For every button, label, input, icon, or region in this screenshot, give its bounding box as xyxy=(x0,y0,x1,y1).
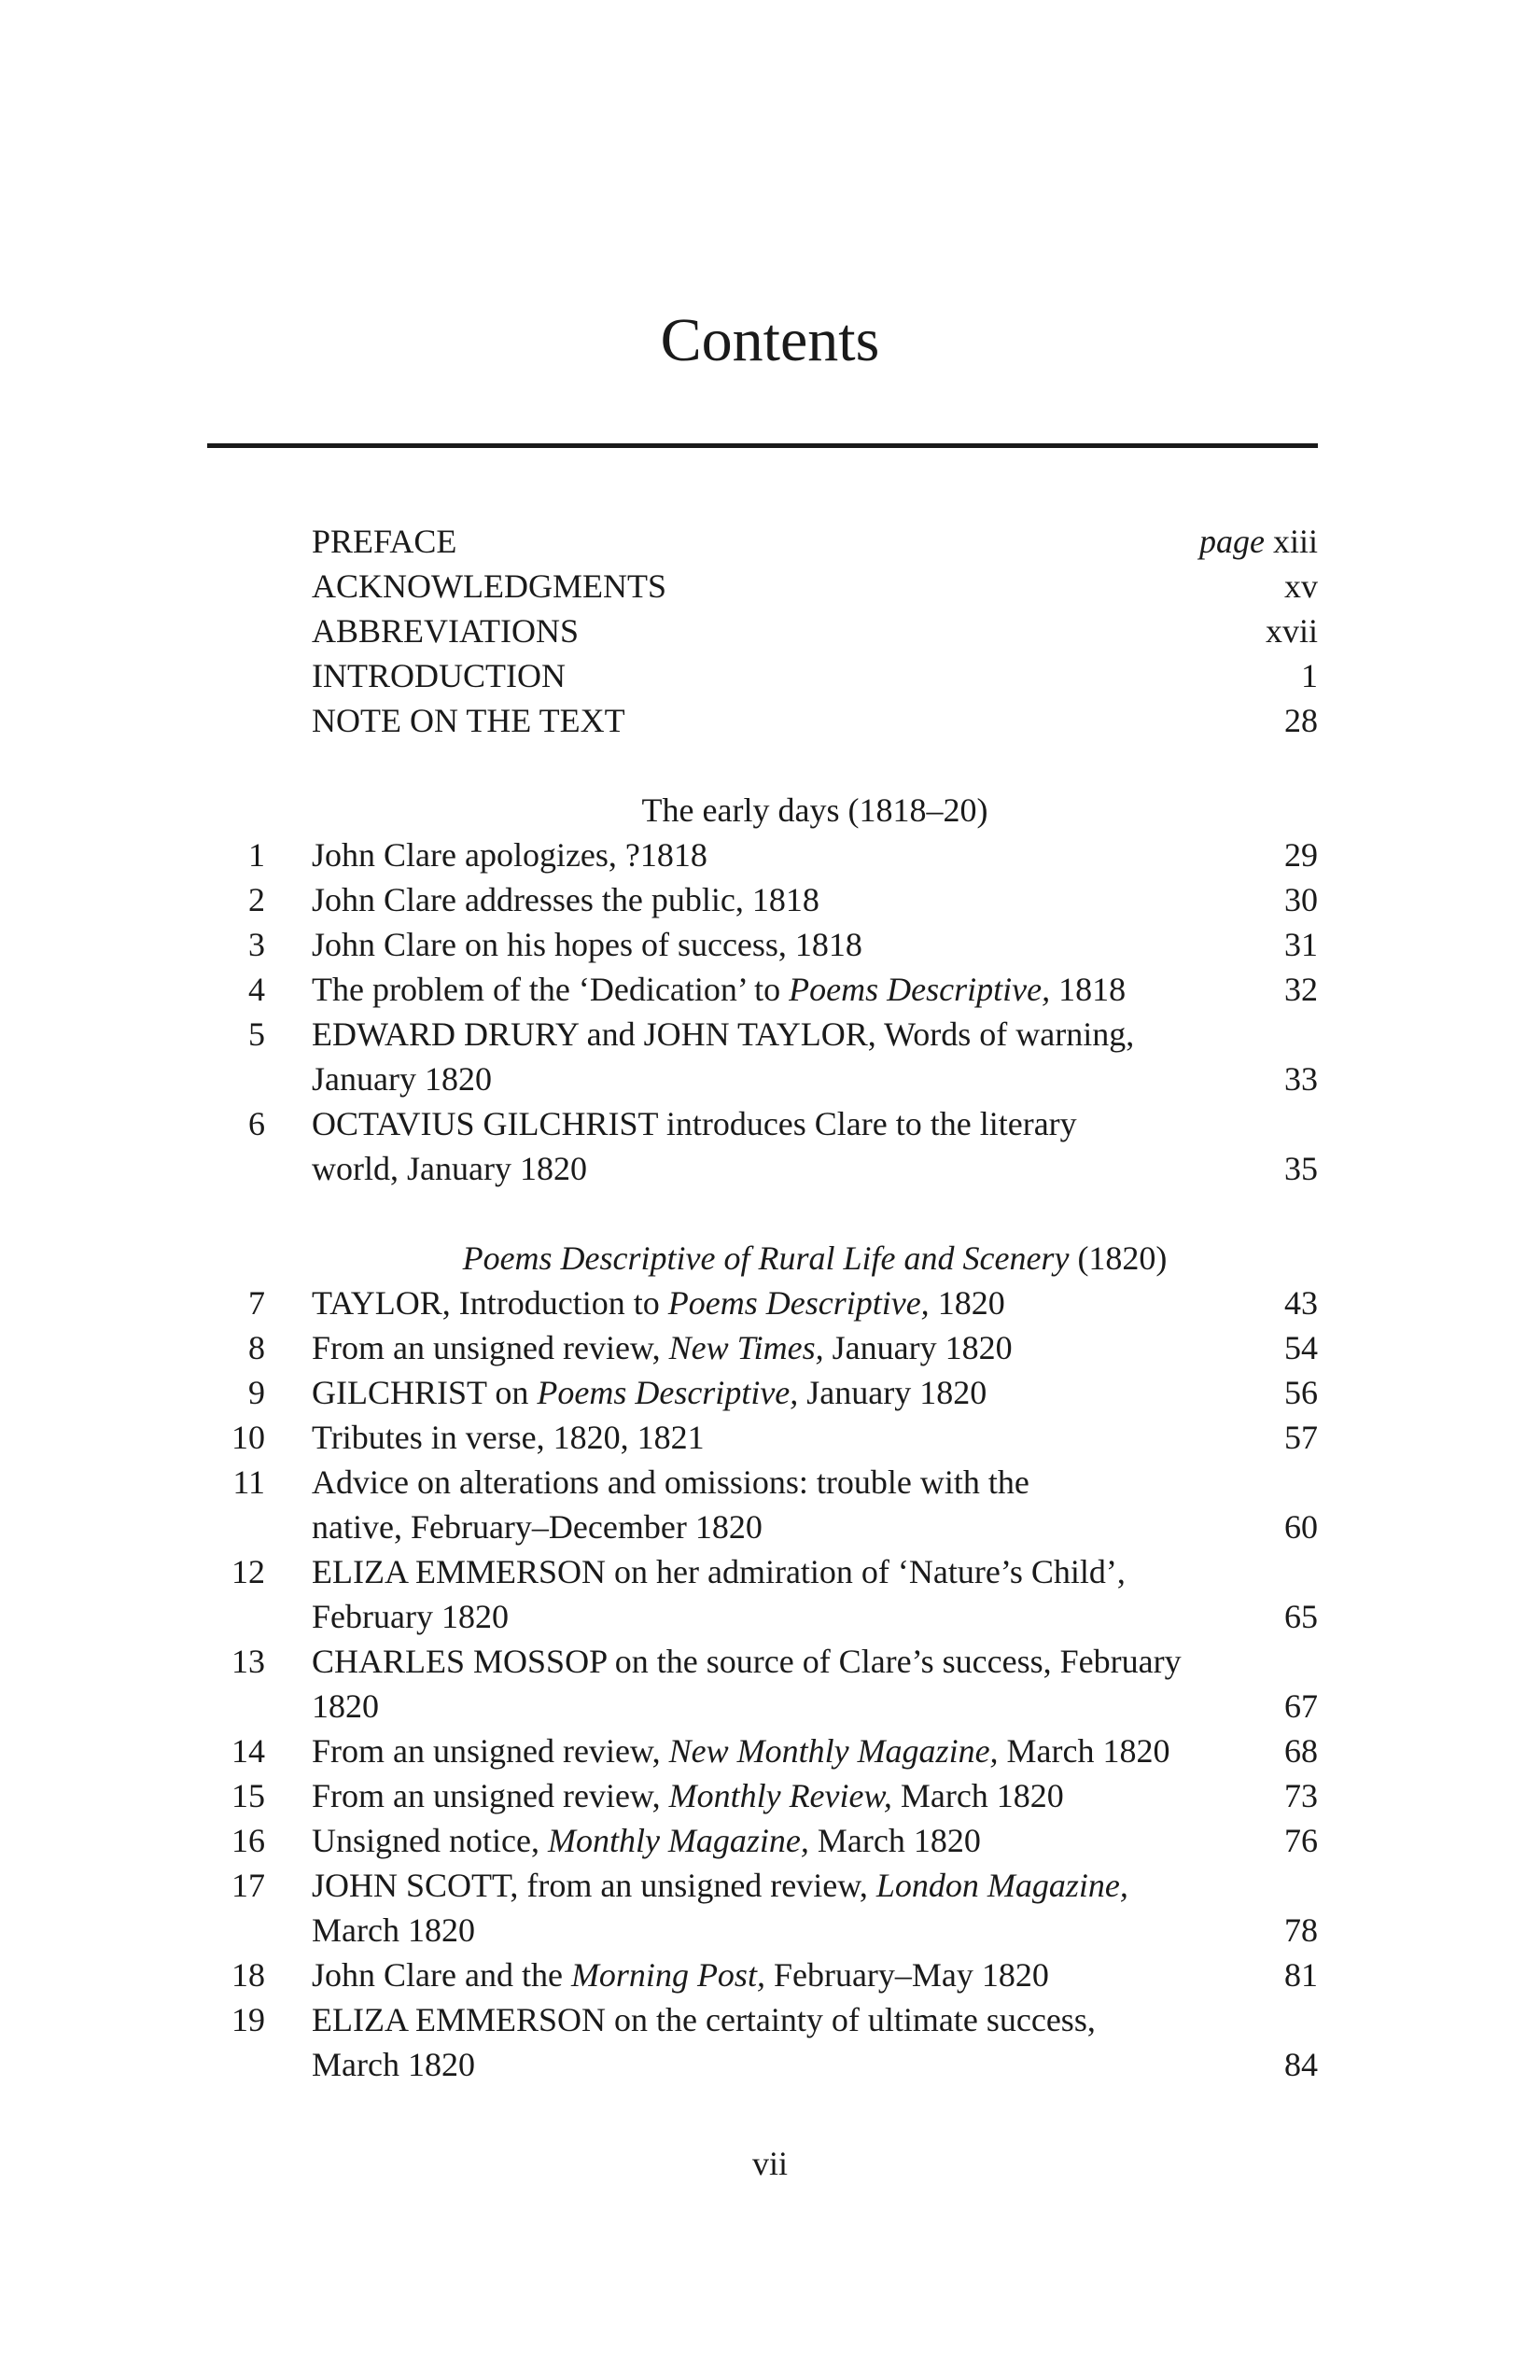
table-of-contents xyxy=(207,519,1318,2087)
toc-entry-number: 3 xyxy=(248,926,265,963)
toc-entry-page: 60 xyxy=(1284,1508,1318,1546)
toc-entry-title-line1: CHARLES MOSSOP on the source of Clare’s success, February xyxy=(312,1643,1182,1680)
toc-entry[interactable] xyxy=(207,1281,1318,1325)
toc-entry-title: ACKNOWLEDGMENTS xyxy=(312,567,666,605)
toc-entry-note-on-the-text[interactable] xyxy=(207,698,1318,743)
toc-entry-number: 8 xyxy=(248,1329,265,1366)
toc-entry-page: 29 xyxy=(1284,836,1318,874)
toc-entry-title-line2: March 1820 xyxy=(312,1911,475,1949)
toc-entry-page: 33 xyxy=(1284,1060,1318,1098)
toc-entry-page: 73 xyxy=(1284,1777,1318,1814)
toc-entry-title: TAYLOR, Introduction to Poems Descriptive, 1820 xyxy=(312,1284,1005,1322)
title-rule xyxy=(207,443,1318,448)
toc-entry-number: 5 xyxy=(248,1015,265,1053)
toc-entry[interactable] xyxy=(207,967,1318,1012)
toc-entry[interactable] xyxy=(207,1101,1318,1146)
toc-entry-continuation[interactable] xyxy=(207,1146,1318,1191)
toc-entry-number: 14 xyxy=(231,1732,265,1770)
toc-entry-page: xv xyxy=(1284,567,1318,605)
toc-entry-page: 56 xyxy=(1284,1374,1318,1411)
toc-entry[interactable] xyxy=(207,1863,1318,1908)
page-prefix: page xyxy=(1199,523,1265,560)
toc-entry-title-line2: March 1820 xyxy=(312,2046,475,2083)
toc-entry-continuation[interactable] xyxy=(207,2042,1318,2087)
page-title: Contents xyxy=(660,306,880,374)
toc-entry-continuation[interactable] xyxy=(207,1057,1318,1101)
toc-entry-continuation[interactable] xyxy=(207,1594,1318,1639)
toc-entry-number: 4 xyxy=(248,971,265,1008)
toc-entry-title: Tributes in verse, 1820, 1821 xyxy=(312,1419,705,1456)
page-number: vii xyxy=(751,2145,788,2182)
toc-entry-page: page xiii xyxy=(1199,523,1318,560)
toc-entry-title: John Clare addresses the public, 1818 xyxy=(312,881,819,918)
toc-entry-title-line1: ELIZA EMMERSON on her admiration of ‘Nature’s Child’, xyxy=(312,1553,1126,1590)
toc-entry-page: 30 xyxy=(1284,881,1318,918)
toc-entry-title: John Clare on his hopes of success, 1818 xyxy=(312,926,862,963)
toc-entry-title: NOTE ON THE TEXT xyxy=(312,702,625,739)
toc-entry-page: 1 xyxy=(1301,657,1318,694)
toc-entry-page: xvii xyxy=(1265,612,1318,650)
toc-entry[interactable] xyxy=(207,1818,1318,1863)
toc-entry-page: 35 xyxy=(1284,1150,1318,1187)
toc-entry-title-line1: OCTAVIUS GILCHRIST introduces Clare to the literary xyxy=(312,1105,1077,1142)
spacer xyxy=(207,1191,1318,1236)
toc-entry-page: 67 xyxy=(1284,1687,1318,1725)
toc-entry-number: 19 xyxy=(231,2001,265,2038)
toc-entry[interactable] xyxy=(207,1549,1318,1594)
spacer xyxy=(207,743,1318,788)
toc-entry-page: 78 xyxy=(1284,1911,1318,1949)
toc-entry-title: From an unsigned review, New Times, January 1820 xyxy=(312,1329,1013,1366)
toc-entry-title: INTRODUCTION xyxy=(312,657,566,694)
toc-entry[interactable] xyxy=(207,877,1318,922)
toc-entry-number: 18 xyxy=(231,1956,265,1994)
toc-entry-page: 68 xyxy=(1284,1732,1318,1770)
toc-entry[interactable] xyxy=(207,1325,1318,1370)
toc-entry-title-line2: world, January 1820 xyxy=(312,1150,587,1187)
toc-entry[interactable] xyxy=(207,833,1318,877)
toc-entry-preface[interactable] xyxy=(207,519,1318,564)
toc-entry-title: John Clare and the Morning Post, February–May 1820 xyxy=(312,1956,1049,1994)
toc-entry-page: 84 xyxy=(1284,2046,1318,2083)
toc-entry-title: From an unsigned review, Monthly Review, March 1820 xyxy=(312,1777,1064,1814)
toc-entry-number: 11 xyxy=(232,1463,265,1501)
toc-entry-title-line1: Advice on alterations and omissions: trouble with the xyxy=(312,1463,1029,1501)
toc-entry-page: 76 xyxy=(1284,1822,1318,1859)
toc-entry-page: 31 xyxy=(1284,926,1318,963)
toc-entry-continuation[interactable] xyxy=(207,1684,1318,1729)
toc-entry-title: PREFACE xyxy=(312,523,457,560)
toc-entry-abbreviations[interactable] xyxy=(207,609,1318,653)
toc-entry[interactable] xyxy=(207,1370,1318,1415)
toc-entry-title: From an unsigned review, New Monthly Magazine, March 1820 xyxy=(312,1732,1170,1770)
toc-entry-number: 6 xyxy=(248,1105,265,1142)
toc-entry[interactable] xyxy=(207,1773,1318,1818)
section-heading: The early days (1818–20) xyxy=(641,791,988,829)
toc-entry[interactable] xyxy=(207,1012,1318,1057)
toc-entry-title: GILCHRIST on Poems Descriptive, January 1820 xyxy=(312,1374,987,1411)
toc-entry-number: 15 xyxy=(231,1777,265,1814)
toc-entry-page: 28 xyxy=(1284,702,1318,739)
toc-entry[interactable] xyxy=(207,1729,1318,1773)
toc-entry-number: 13 xyxy=(231,1643,265,1680)
toc-entry-title: The problem of the ‘Dedication’ to Poems Descriptive, 1818 xyxy=(312,971,1127,1008)
toc-entry-number: 7 xyxy=(248,1284,265,1322)
toc-entry-number: 12 xyxy=(231,1553,265,1590)
toc-entry-introduction[interactable] xyxy=(207,653,1318,698)
toc-entry-title-line2: 1820 xyxy=(312,1687,379,1725)
toc-entry-title-line2: February 1820 xyxy=(312,1598,509,1635)
toc-entry-number: 17 xyxy=(231,1867,265,1904)
toc-entry-acknowledgments[interactable] xyxy=(207,564,1318,609)
toc-entry[interactable] xyxy=(207,1997,1318,2042)
toc-entry[interactable] xyxy=(207,1460,1318,1505)
toc-entry-page: 81 xyxy=(1284,1956,1318,1994)
toc-entry-continuation[interactable] xyxy=(207,1908,1318,1953)
toc-entry-page: 54 xyxy=(1284,1329,1318,1366)
toc-entry-title-line1: JOHN SCOTT, from an unsigned review, London Magazine, xyxy=(312,1867,1128,1904)
toc-entry-title-line1: ELIZA EMMERSON on the certainty of ultimate success, xyxy=(312,2001,1096,2038)
toc-entry-page: 57 xyxy=(1284,1419,1318,1456)
toc-entry-title: John Clare apologizes, ?1818 xyxy=(312,836,707,874)
toc-entry-continuation[interactable] xyxy=(207,1505,1318,1549)
toc-entry-title-line1: EDWARD DRURY and JOHN TAYLOR, Words of warning, xyxy=(312,1015,1135,1053)
toc-entry-number: 9 xyxy=(248,1374,265,1411)
toc-entry[interactable] xyxy=(207,1415,1318,1460)
toc-entry[interactable] xyxy=(207,1639,1318,1684)
toc-entry-number: 2 xyxy=(248,881,265,918)
toc-entry-title-line2: January 1820 xyxy=(312,1060,492,1098)
toc-entry-number: 16 xyxy=(231,1822,265,1859)
toc-entry-page: 43 xyxy=(1284,1284,1318,1322)
toc-entry-page: 65 xyxy=(1284,1598,1318,1635)
toc-entry-title-line2: native, February–December 1820 xyxy=(312,1508,763,1546)
toc-entry-number: 1 xyxy=(248,836,265,874)
section-heading: Poems Descriptive of Rural Life and Scenery (1820) xyxy=(462,1239,1168,1277)
toc-entry-title: ABBREVIATIONS xyxy=(312,612,580,650)
toc-entry-title: Unsigned notice, Monthly Magazine, March 1820 xyxy=(312,1822,981,1859)
toc-entry[interactable] xyxy=(207,922,1318,967)
toc-entry-page: 32 xyxy=(1284,971,1318,1008)
toc-entry-number: 10 xyxy=(231,1419,265,1456)
toc-entry[interactable] xyxy=(207,1953,1318,1997)
